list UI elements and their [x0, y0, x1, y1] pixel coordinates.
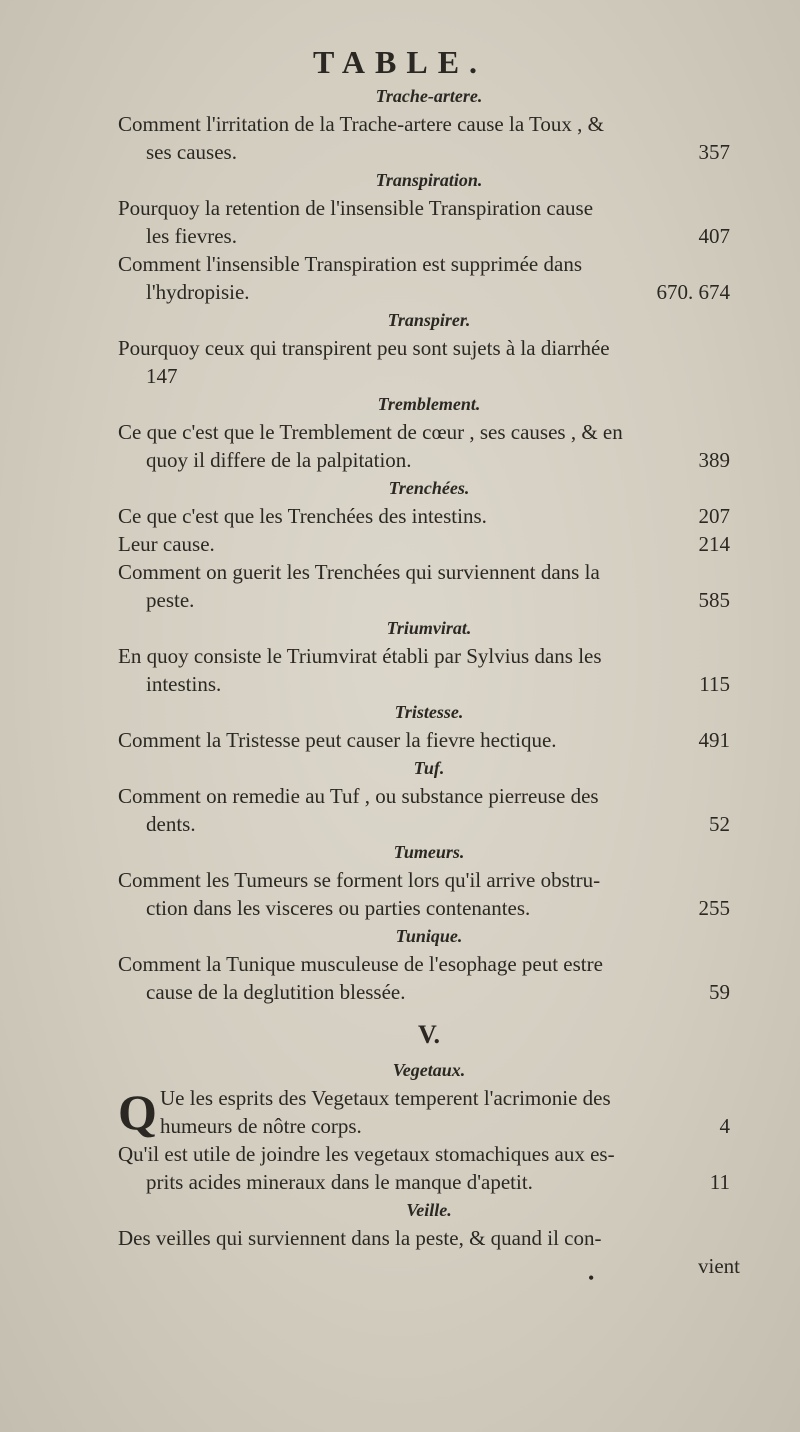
- entry-text: Comment la Tristesse peut causer la fievre hectique.: [118, 728, 557, 752]
- entry-text: quoy il differe de la palpitation.: [146, 448, 412, 472]
- entry-text: Comment l'insensible Transpiration est supprimée dans: [118, 252, 582, 276]
- catchword-line: [118, 1252, 740, 1280]
- page-number: 207: [698, 504, 730, 528]
- page-number: 214: [698, 532, 730, 556]
- index-line: [118, 1112, 740, 1140]
- index-line: [118, 1224, 740, 1252]
- index-line: [118, 1140, 740, 1168]
- index-line: [118, 1168, 740, 1196]
- page-number: 491: [698, 728, 730, 752]
- entry-text: Ce que c'est que le Tremblement de cœur , ses causes , & en: [118, 420, 623, 444]
- section-heading: Tuf.: [413, 758, 445, 778]
- page-number: 59: [709, 980, 730, 1004]
- page-number: 52: [709, 812, 730, 836]
- entry-text: Ue les esprits des Vegetaux temperent l'acrimonie des: [160, 1086, 611, 1110]
- index-line: [118, 502, 740, 530]
- entry-text: 147: [146, 364, 178, 388]
- section-heading: Tremblement.: [377, 394, 481, 414]
- index-line: [118, 138, 740, 166]
- page-number: 11: [709, 1170, 730, 1194]
- entry-text: cause de la deglutition blessée.: [146, 980, 406, 1004]
- section-heading: Transpirer.: [387, 310, 471, 330]
- entry-text: intestins.: [146, 672, 222, 696]
- entry-text: Comment on guerit les Trenchées qui surviennent dans la: [118, 560, 600, 584]
- page-number: 389: [698, 448, 730, 472]
- index-line: [118, 446, 740, 474]
- section-heading: Vegetaux.: [392, 1060, 466, 1080]
- entry-text: Comment la Tunique musculeuse de l'esophage peut estre: [118, 952, 603, 976]
- entry-text: Pourquoy la retention de l'insensible Transpiration cause: [118, 196, 594, 220]
- index-line: [118, 670, 740, 698]
- entry-text: Des veilles qui surviennent dans la peste, & quand il con-: [118, 1226, 602, 1250]
- entry-text: Qu'il est utile de joindre les vegetaux stomachiques aux es-: [118, 1142, 615, 1166]
- page-number: 585: [698, 588, 730, 612]
- section-heading: Veille.: [406, 1200, 452, 1220]
- page-number: 255: [698, 896, 730, 920]
- index-line: [118, 866, 740, 894]
- entry-text: dents.: [146, 812, 196, 836]
- index-line: [118, 726, 740, 754]
- section-heading: Transpiration.: [375, 170, 483, 190]
- section-heading: Tumeurs.: [393, 842, 465, 862]
- entry-text: Pourquoy ceux qui transpirent peu sont sujets à la diarrhée: [118, 336, 610, 360]
- index-line: [118, 278, 740, 306]
- index-line: [118, 810, 740, 838]
- section-heading: Trenchées.: [388, 478, 470, 498]
- page-number: 4: [719, 1114, 730, 1138]
- index-line: [118, 110, 740, 138]
- index-line: [118, 530, 740, 558]
- section-heading: Trache-artere.: [375, 86, 483, 106]
- entry-text: humeurs de nôtre corps.: [160, 1114, 362, 1138]
- entry-text: Leur cause.: [118, 532, 215, 556]
- index-line: [118, 978, 740, 1006]
- entry-text: Comment l'irritation de la Trache-artere cause la Toux , &: [118, 112, 604, 136]
- index-line: [118, 950, 740, 978]
- drop-capital: Q: [118, 1084, 157, 1140]
- index-line: [118, 334, 740, 362]
- index-line: [118, 642, 740, 670]
- section-heading: Tristesse.: [394, 702, 464, 722]
- entry-text: prits acides mineraux dans le manque d'apetit.: [146, 1170, 533, 1194]
- index-line: [118, 894, 740, 922]
- page-mark: •: [588, 1268, 595, 1288]
- index-line: [118, 362, 740, 390]
- letter-heading: V.: [418, 1020, 440, 1049]
- index-line: [118, 558, 740, 586]
- catchword: vient: [698, 1254, 740, 1278]
- index-line: [118, 586, 740, 614]
- index-line: [118, 418, 740, 446]
- entry-text: l'hydropisie.: [146, 280, 250, 304]
- entry-text: Comment les Tumeurs se forment lors qu'il arrive obstru-: [118, 868, 601, 892]
- entry-text: ction dans les visceres ou parties contenantes.: [146, 896, 531, 920]
- entry-text: les fievres.: [146, 224, 237, 248]
- entry-text: peste.: [146, 588, 195, 612]
- page-number: 407: [698, 224, 730, 248]
- index-line: [118, 782, 740, 810]
- page-number: 670. 674: [656, 280, 730, 304]
- index-line: [118, 250, 740, 278]
- section-heading: Tunique.: [395, 926, 463, 946]
- entry-text: ses causes.: [146, 140, 237, 164]
- index-line: [118, 194, 740, 222]
- entry-text: En quoy consiste le Triumvirat établi par Sylvius dans les: [118, 644, 602, 668]
- page-number: 357: [698, 140, 730, 164]
- section-heading: Triumvirat.: [386, 618, 472, 638]
- page-header: TABLE.: [312, 44, 488, 80]
- entry-text: Comment on remedie au Tuf , ou substance pierreuse des: [118, 784, 599, 808]
- index-entries: [118, 82, 740, 1280]
- entry-text: Ce que c'est que les Trenchées des intestins.: [118, 504, 487, 528]
- index-line: [118, 222, 740, 250]
- page-number: 115: [699, 672, 730, 696]
